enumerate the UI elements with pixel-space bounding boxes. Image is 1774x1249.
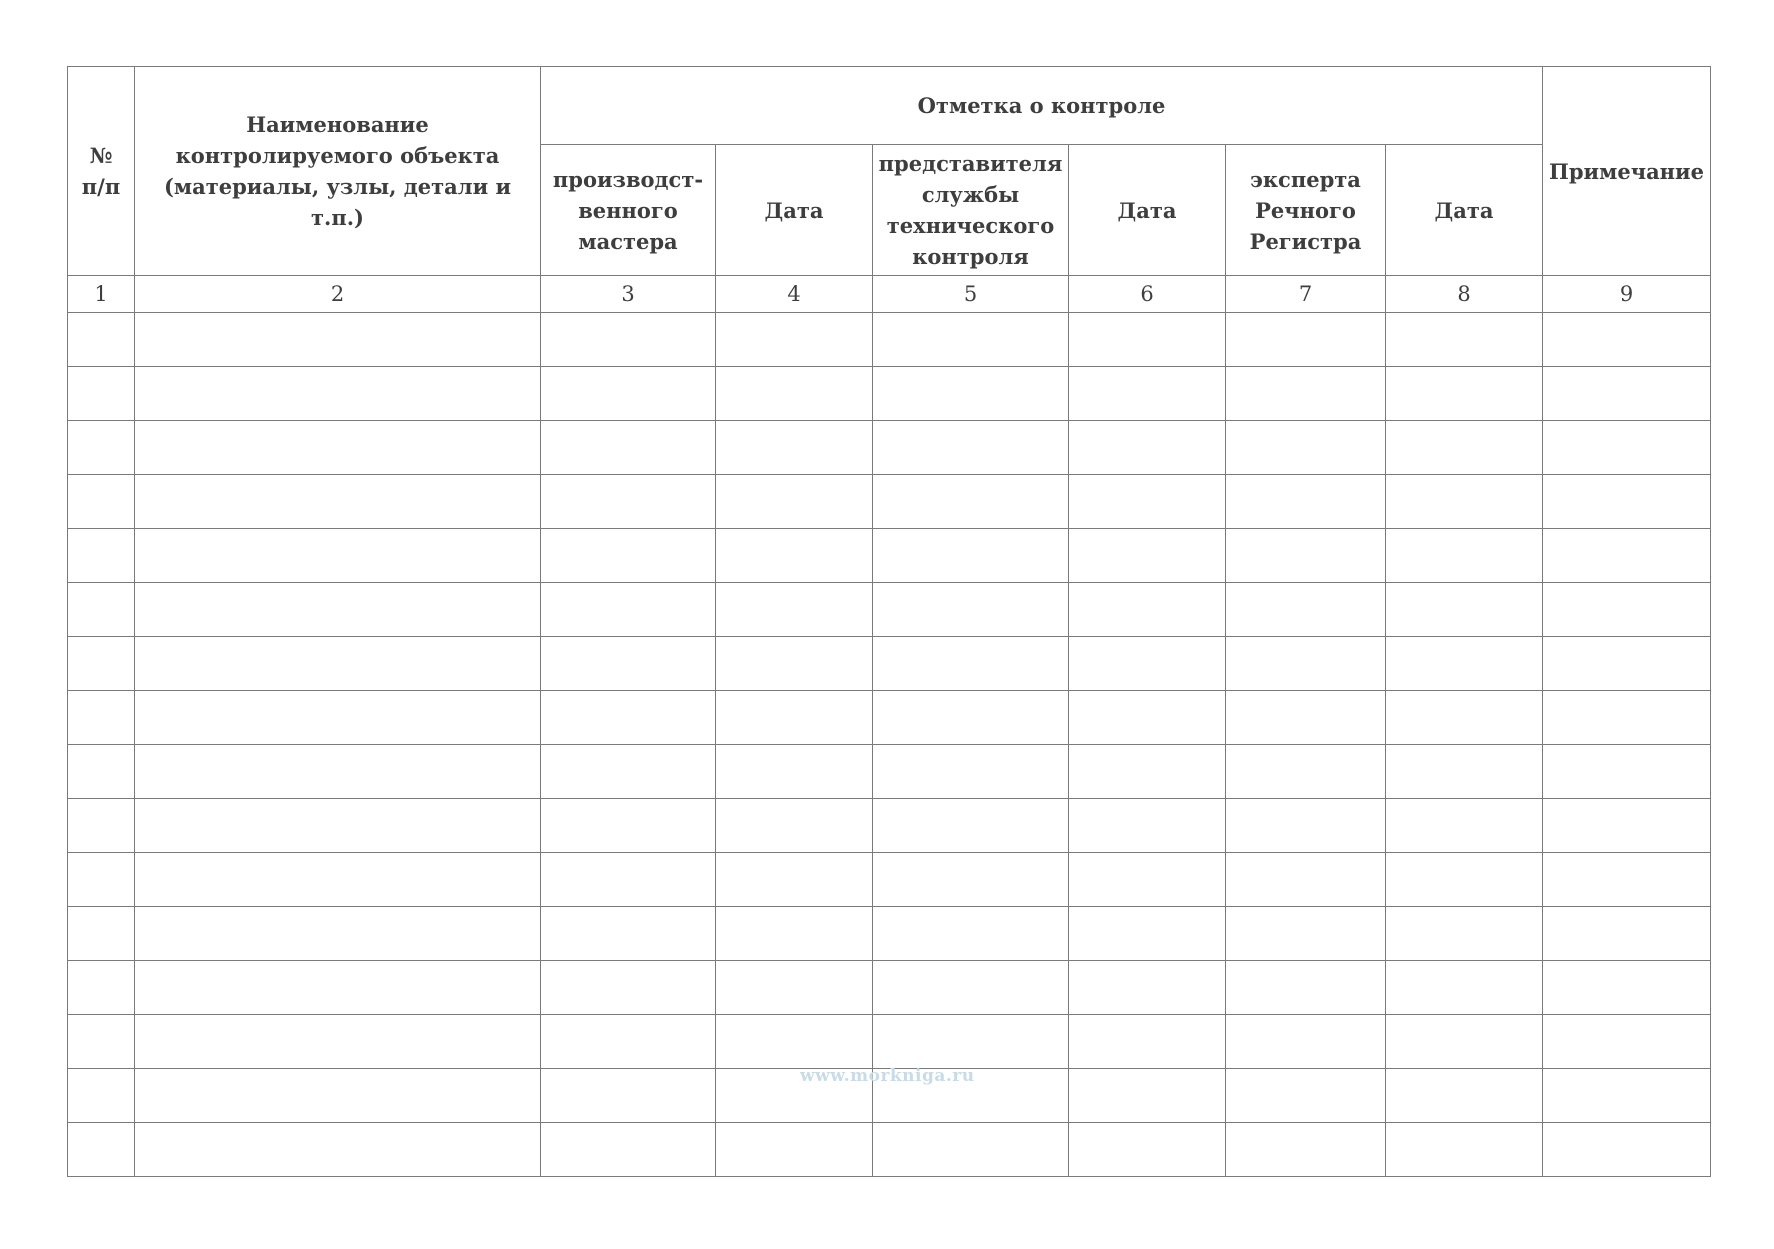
table-cell: [716, 961, 873, 1015]
header-object-name: [135, 67, 541, 276]
table-cell: [1069, 313, 1226, 367]
table-cell: [1069, 1123, 1226, 1177]
table-cell: [541, 367, 716, 421]
header-object-name-line: Наименование: [246, 112, 429, 137]
header-tech-service: [873, 145, 1069, 276]
column-number: 6: [1069, 276, 1226, 313]
table-cell: [1226, 1123, 1386, 1177]
table-cell: [1543, 961, 1711, 1015]
table-row: [68, 961, 1711, 1015]
table-cell: [1386, 637, 1543, 691]
table-cell: [716, 583, 873, 637]
table-cell: [716, 637, 873, 691]
table-cell: [1069, 367, 1226, 421]
table-cell: [135, 313, 541, 367]
table-cell: [135, 421, 541, 475]
table-cell: [716, 907, 873, 961]
table-row: [68, 367, 1711, 421]
table-cell: [1069, 1015, 1226, 1069]
table-cell: [68, 475, 135, 529]
table-cell: [873, 529, 1069, 583]
table-row: [68, 583, 1711, 637]
table-cell: [1069, 961, 1226, 1015]
table-row: [68, 853, 1711, 907]
table-cell: [873, 1015, 1069, 1069]
table-row: [68, 475, 1711, 529]
table-row: [68, 1123, 1711, 1177]
table-cell: [1543, 853, 1711, 907]
table-cell: [1386, 529, 1543, 583]
table-row: [68, 745, 1711, 799]
table-cell: [135, 745, 541, 799]
table-cell: [716, 745, 873, 799]
table-row: [68, 313, 1711, 367]
table-cell: [1543, 691, 1711, 745]
header-date-1: Дата: [716, 145, 873, 276]
table-cell: [68, 853, 135, 907]
table-cell: [873, 799, 1069, 853]
table-row: [68, 421, 1711, 475]
table-cell: [1226, 1069, 1386, 1123]
table-cell: [1386, 1069, 1543, 1123]
table-row: [68, 907, 1711, 961]
table-cell: [541, 313, 716, 367]
header-tech-service-line: службы: [921, 182, 1020, 207]
header-expert: [1226, 145, 1386, 276]
table-cell: [68, 1069, 135, 1123]
table-cell: [1226, 907, 1386, 961]
table-cell: [541, 853, 716, 907]
column-number: 5: [873, 276, 1069, 313]
table-cell: [1386, 367, 1543, 421]
table-cell: [1069, 529, 1226, 583]
table-cell: [1543, 529, 1711, 583]
column-number: 4: [716, 276, 873, 313]
table-cell: [68, 367, 135, 421]
table-cell: [1543, 367, 1711, 421]
table-cell: [1226, 313, 1386, 367]
table-cell: [1226, 1015, 1386, 1069]
table-cell: [1543, 799, 1711, 853]
header-tech-service-line: представителя: [878, 151, 1063, 176]
table-cell: [68, 1015, 135, 1069]
table-cell: [1386, 961, 1543, 1015]
table-cell: [541, 475, 716, 529]
watermark: www.morkniga.ru: [800, 1066, 975, 1086]
table-cell: [873, 1123, 1069, 1177]
table-cell: [873, 475, 1069, 529]
table-cell: [135, 961, 541, 1015]
table-cell: [1226, 799, 1386, 853]
table-cell: [1226, 421, 1386, 475]
table-cell: [135, 799, 541, 853]
table-cell: [1543, 907, 1711, 961]
header-master-line: венного: [578, 197, 678, 223]
table-cell: [1543, 475, 1711, 529]
column-number: 2: [135, 276, 541, 313]
table-cell: [1386, 421, 1543, 475]
table-cell: [716, 853, 873, 907]
table-cell: [1069, 691, 1226, 745]
table-cell: [541, 421, 716, 475]
table-cell: [541, 907, 716, 961]
header-remark: Примечание: [1543, 67, 1711, 276]
column-number: 9: [1543, 276, 1711, 313]
table-cell: [68, 421, 135, 475]
header-num-line: №: [89, 143, 113, 168]
table-cell: [716, 529, 873, 583]
table-cell: [873, 583, 1069, 637]
table-cell: [541, 1015, 716, 1069]
header-object-name-line: контролируемого объекта: [175, 143, 500, 168]
table-row: [68, 529, 1711, 583]
table-cell: [1069, 421, 1226, 475]
header-date-2: Дата: [1069, 145, 1226, 276]
table-cell: [1543, 1015, 1711, 1069]
table-cell: [1386, 1123, 1543, 1177]
table-cell: [873, 637, 1069, 691]
table-cell: [135, 475, 541, 529]
table-cell: [1226, 367, 1386, 421]
table-cell: [716, 1015, 873, 1069]
table-cell: [716, 799, 873, 853]
table-cell: [541, 1069, 716, 1123]
table-cell: [1069, 853, 1226, 907]
table-cell: [716, 1123, 873, 1177]
table-cell: [873, 853, 1069, 907]
column-number: 3: [541, 276, 716, 313]
table-cell: [1226, 961, 1386, 1015]
header-master-line: производст-: [552, 166, 704, 192]
table-cell: [135, 691, 541, 745]
table-cell: [873, 691, 1069, 745]
table-cell: [541, 745, 716, 799]
table-cell: [1386, 691, 1543, 745]
header-tech-service-line: технического: [886, 213, 1055, 238]
table-cell: [1226, 475, 1386, 529]
table-cell: [1543, 637, 1711, 691]
table-cell: [1386, 907, 1543, 961]
table-cell: [1226, 853, 1386, 907]
table-cell: [1069, 799, 1226, 853]
table-cell: [716, 421, 873, 475]
table-cell: [1386, 853, 1543, 907]
table-cell: [1069, 745, 1226, 799]
table-cell: [1543, 313, 1711, 367]
header-date-3: Дата: [1386, 145, 1543, 276]
column-number: 7: [1226, 276, 1386, 313]
table-cell: [135, 367, 541, 421]
table-cell: [873, 421, 1069, 475]
table-cell: [1069, 583, 1226, 637]
table-cell: [873, 313, 1069, 367]
table-cell: [135, 1123, 541, 1177]
table-cell: [68, 799, 135, 853]
table-cell: [135, 907, 541, 961]
table-cell: [1543, 745, 1711, 799]
table-cell: [541, 637, 716, 691]
table-cell: [1543, 583, 1711, 637]
table-cell: [1543, 1069, 1711, 1123]
header-expert-line: Речного: [1255, 197, 1356, 223]
table-cell: [1226, 637, 1386, 691]
table-cell: [716, 475, 873, 529]
table-cell: [1386, 583, 1543, 637]
table-cell: [541, 583, 716, 637]
table-cell: [68, 637, 135, 691]
table-cell: [716, 313, 873, 367]
table-cell: [873, 367, 1069, 421]
table-row: [68, 637, 1711, 691]
table-cell: [68, 745, 135, 799]
table-cell: [1386, 313, 1543, 367]
table-cell: [135, 529, 541, 583]
table-cell: [135, 1069, 541, 1123]
header-master-line: мастера: [578, 228, 678, 254]
table-cell: [1386, 745, 1543, 799]
header-num: [68, 67, 135, 276]
table-cell: [1543, 1123, 1711, 1177]
table-cell: [1226, 745, 1386, 799]
table-cell: [1226, 583, 1386, 637]
table-cell: [541, 961, 716, 1015]
header-num-line: п/п: [81, 174, 121, 199]
table-cell: [68, 961, 135, 1015]
table-cell: [135, 637, 541, 691]
table-cell: [68, 313, 135, 367]
table-cell: [873, 961, 1069, 1015]
table-cell: [1386, 475, 1543, 529]
table-cell: [541, 529, 716, 583]
table-cell: [68, 529, 135, 583]
table-cell: [68, 583, 135, 637]
table-cell: [541, 1123, 716, 1177]
table-row: [68, 799, 1711, 853]
table-cell: [873, 907, 1069, 961]
table-body: [68, 313, 1711, 1177]
table-cell: [541, 691, 716, 745]
table-cell: [541, 799, 716, 853]
table-cell: [873, 745, 1069, 799]
table-cell: [1226, 691, 1386, 745]
column-number: 1: [68, 276, 135, 313]
header-expert-line: эксперта: [1250, 166, 1361, 192]
table-cell: [1226, 529, 1386, 583]
header-master: [541, 145, 716, 276]
table-row: [68, 1015, 1711, 1069]
control-form-table: [67, 66, 1711, 1177]
table-cell: [1069, 1069, 1226, 1123]
table-cell: [1069, 907, 1226, 961]
header-expert-line: Регистра: [1249, 228, 1362, 254]
column-number: 8: [1386, 276, 1543, 313]
table-cell: [716, 367, 873, 421]
table-cell: [68, 691, 135, 745]
table-cell: [68, 907, 135, 961]
table-row: [68, 691, 1711, 745]
table-cell: [135, 853, 541, 907]
table-cell: [1069, 475, 1226, 529]
table-cell: [1069, 637, 1226, 691]
table-cell: [1386, 1015, 1543, 1069]
table-cell: [68, 1123, 135, 1177]
header-object-name-line: (материалы, узлы, детали и т.п.): [163, 174, 512, 230]
header-tech-service-line: контроля: [912, 244, 1029, 269]
table-cell: [1386, 799, 1543, 853]
table-cell: [1543, 421, 1711, 475]
table-cell: [135, 583, 541, 637]
header-control-group: Отметка о контроле: [541, 67, 1543, 145]
table-cell: [716, 691, 873, 745]
table-cell: [135, 1015, 541, 1069]
